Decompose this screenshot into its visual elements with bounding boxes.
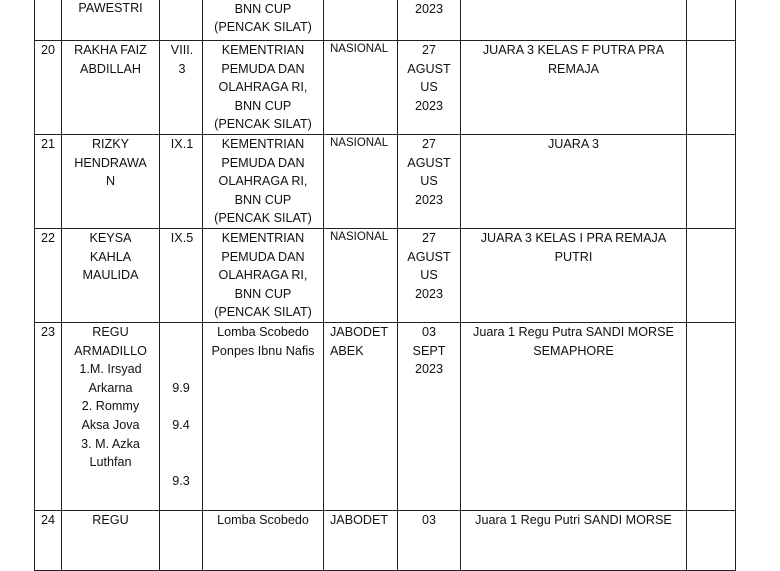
student-name: PAWESTRI bbox=[62, 0, 160, 41]
student-name: REGU bbox=[62, 511, 160, 571]
empty-cell bbox=[687, 323, 736, 511]
row-number: 20 bbox=[35, 41, 62, 135]
event-name: Lomba Scobedo Ponpes Ibnu Nafis bbox=[203, 323, 324, 511]
table-row bbox=[35, 41, 736, 135]
event-name: KEMENTRIAN PEMUDA DAN OLAHRAGA RI, BNN CUP (PENCAK SILAT) bbox=[203, 135, 324, 229]
empty-cell bbox=[687, 511, 736, 571]
student-name: RAKHA FAIZ ABDILLAH bbox=[62, 41, 160, 135]
row-number: 23 bbox=[35, 323, 62, 511]
empty-cell bbox=[687, 135, 736, 229]
event-date: 03 bbox=[398, 511, 461, 571]
achievement-result: JUARA 3 KELAS I PRA REMAJA PUTRI bbox=[461, 229, 687, 323]
student-class bbox=[160, 511, 203, 571]
event-date: 27 AGUST US 2023 bbox=[398, 135, 461, 229]
achievement-result: Juara 1 Regu Putra SANDI MORSE SEMAPHORE bbox=[461, 323, 687, 511]
event-date: 03 SEPT 2023 bbox=[398, 323, 461, 511]
event-name: Lomba Scobedo bbox=[203, 511, 324, 571]
achievement-result: Juara 1 Regu Putri SANDI MORSE bbox=[461, 511, 687, 571]
empty-cell bbox=[687, 41, 736, 135]
class-value: 9.3 bbox=[172, 474, 190, 488]
table-row bbox=[35, 0, 736, 41]
student-name: REGU ARMADILLO 1.M. Irsyad Arkarna 2. Rommy Aksa Jova 3. M. Azka Luthfan bbox=[62, 323, 160, 511]
row-number bbox=[35, 0, 62, 41]
event-name: KEMENTRIAN PEMUDA DAN OLAHRAGA RI, BNN CUP (PENCAK SILAT) bbox=[203, 41, 324, 135]
class-value: 9.4 bbox=[172, 418, 190, 432]
event-level bbox=[324, 0, 398, 41]
achievement-result: JUARA 3 KELAS F PUTRA PRA REMAJA bbox=[461, 41, 687, 135]
student-class bbox=[160, 323, 203, 511]
event-date: 27 AGUST US 2023 bbox=[398, 41, 461, 135]
student-class bbox=[160, 0, 203, 41]
row-number: 24 bbox=[35, 511, 62, 571]
class-value: 9.9 bbox=[172, 381, 190, 395]
table-row bbox=[35, 323, 736, 511]
event-level: NASIONAL bbox=[324, 135, 398, 229]
achievement-table bbox=[34, 0, 736, 571]
event-level: NASIONAL bbox=[324, 41, 398, 135]
empty-cell bbox=[687, 229, 736, 323]
student-class: IX.5 bbox=[160, 229, 203, 323]
table-row bbox=[35, 135, 736, 229]
empty-cell bbox=[687, 0, 736, 41]
row-number: 21 bbox=[35, 135, 62, 229]
table-row bbox=[35, 229, 736, 323]
student-class: IX.1 bbox=[160, 135, 203, 229]
achievement-result: JUARA 3 bbox=[461, 135, 687, 229]
table-row bbox=[35, 511, 736, 571]
event-level: JABODET ABEK bbox=[324, 323, 398, 511]
event-date: 27 AGUST US 2023 bbox=[398, 229, 461, 323]
event-name: BNN CUP (PENCAK SILAT) bbox=[203, 0, 324, 41]
student-name: KEYSA KAHLA MAULIDA bbox=[62, 229, 160, 323]
event-level: JABODET bbox=[324, 511, 398, 571]
row-number: 22 bbox=[35, 229, 62, 323]
event-level: NASIONAL bbox=[324, 229, 398, 323]
event-date: 2023 bbox=[398, 0, 461, 41]
student-name: RIZKY HENDRAWA N bbox=[62, 135, 160, 229]
achievement-result bbox=[461, 0, 687, 41]
event-name: KEMENTRIAN PEMUDA DAN OLAHRAGA RI, BNN CUP (PENCAK SILAT) bbox=[203, 229, 324, 323]
student-class: VIII. 3 bbox=[160, 41, 203, 135]
